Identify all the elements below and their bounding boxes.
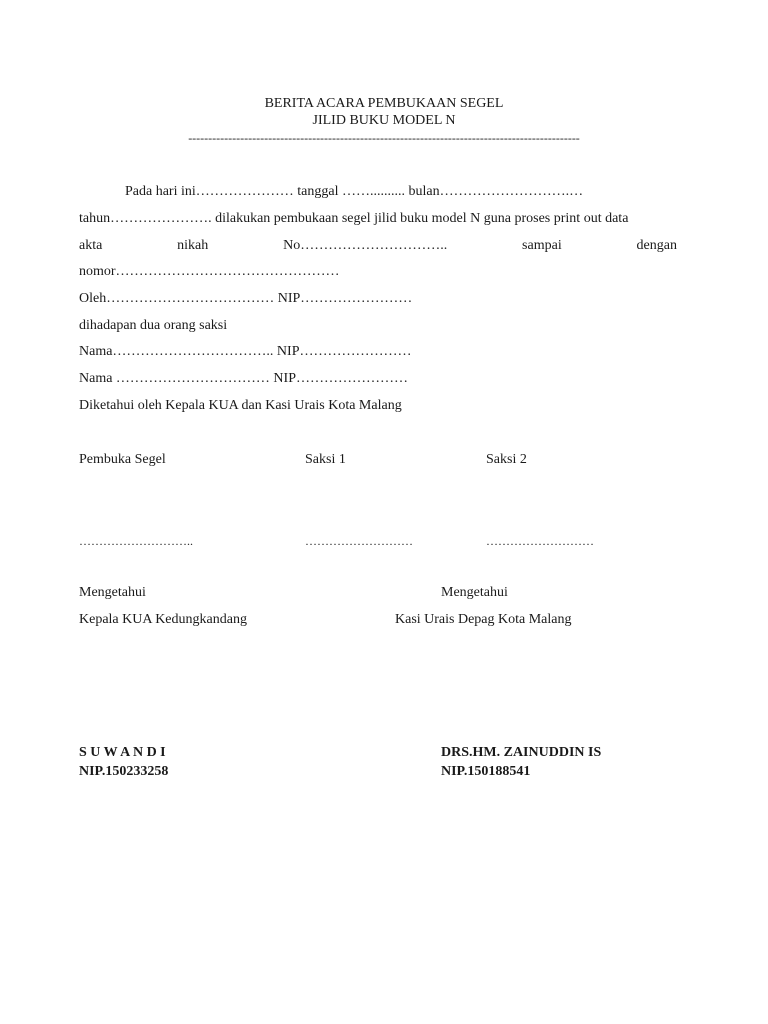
word-dengan: dengan <box>636 238 677 253</box>
left-signer-name: S U W A N D I <box>79 745 166 760</box>
body-line-oleh: Oleh……………………………… NIP…………………… <box>79 291 413 306</box>
left-approval-label: Mengetahui <box>79 585 146 600</box>
word-akta: akta <box>79 238 103 253</box>
signature-line-saksi-2: ……………………… <box>486 534 594 548</box>
document-subtitle: JILID BUKU MODEL N <box>312 113 456 128</box>
body-line-akta <box>79 237 677 255</box>
signature-line-saksi-1: ……………………… <box>305 534 413 548</box>
body-line-nomor: nomor………………………………………… <box>79 264 340 279</box>
body-line-witness-1: Nama…………………………….. NIP…………………… <box>79 344 412 359</box>
body-line-day-date: Pada hari ini………………… tanggal …….......... bulan……………………….… <box>125 184 584 199</box>
left-signer-nip: NIP.150233258 <box>79 764 169 779</box>
signature-line-pembuka: ……………………….. <box>79 534 193 548</box>
label-saksi-2: Saksi 2 <box>486 452 527 467</box>
document-title: BERITA ACARA PEMBUKAAN SEGEL <box>264 96 504 111</box>
label-pembuka-segel: Pembuka Segel <box>79 452 166 467</box>
body-line-year: tahun…………………. dilakukan pembukaan segel jilid buku model N guna proses print out data <box>79 211 629 226</box>
body-line-acknowledged: Diketahui oleh Kepala KUA dan Kasi Urais Kota Malang <box>79 398 402 413</box>
label-saksi-1: Saksi 1 <box>305 452 346 467</box>
word-no: No………………………….. <box>283 238 448 253</box>
word-sampai: sampai <box>522 238 562 253</box>
title-separator: -------------------------------------------------------------------------------------------------- <box>188 131 580 145</box>
body-line-witness-2: Nama …………………………… NIP…………………… <box>79 371 408 386</box>
right-signer-name: DRS.HM. ZAINUDDIN IS <box>441 745 602 760</box>
right-approval-label: Mengetahui <box>441 585 508 600</box>
right-approval-role: Kasi Urais Depag Kota Malang <box>395 612 572 627</box>
right-signer-nip: NIP.150188541 <box>441 764 531 779</box>
body-line-witness-intro: dihadapan dua orang saksi <box>79 318 228 333</box>
word-nikah: nikah <box>177 238 209 253</box>
left-approval-role: Kepala KUA Kedungkandang <box>79 612 247 627</box>
